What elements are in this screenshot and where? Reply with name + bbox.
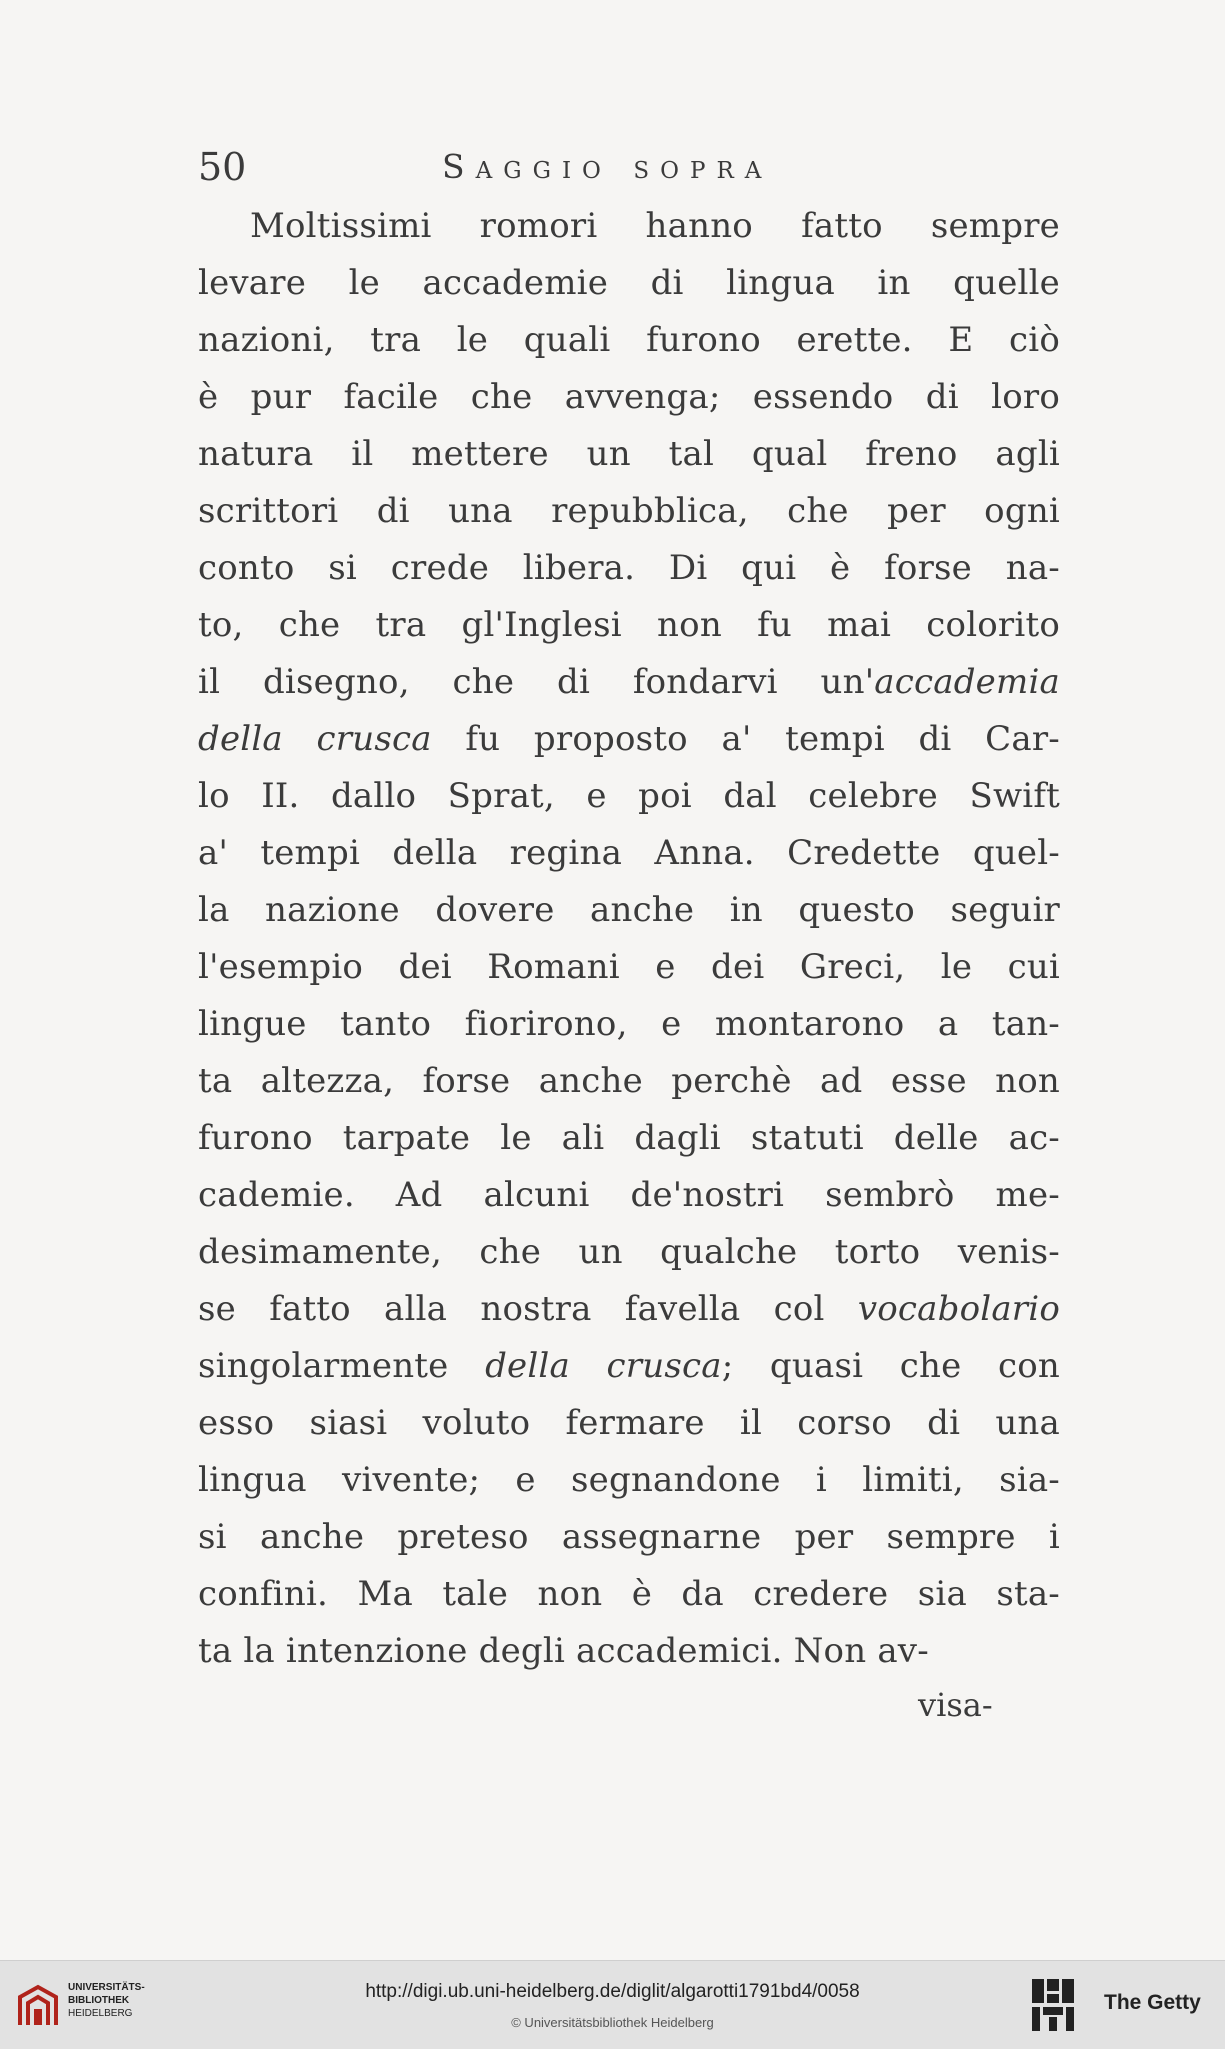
- viewer-footer: [0, 1960, 1225, 2049]
- text-line: [198, 540, 1060, 597]
- text-segment: la nazione dovere anche in questo seguir: [198, 890, 1060, 930]
- getty-logo-icon: [1030, 1977, 1076, 2033]
- text-line: [198, 255, 1060, 312]
- running-title: Saggio sopra: [442, 147, 773, 186]
- text-segment: scrittori di una repubblica, che per ogni: [198, 491, 1060, 531]
- text-segment: fu proposto a' tempi di Car-: [431, 719, 1060, 759]
- text-segment: lingua vivente; e segnandone i limiti, sia-: [198, 1460, 1060, 1500]
- text-line: [198, 1053, 1060, 1110]
- text-segment: ta la intenzione degli accademici. Non av-: [198, 1631, 929, 1671]
- text-line: [198, 198, 1060, 255]
- text-line: [198, 312, 1060, 369]
- text-segment: l'esempio dei Romani e dei Greci, le cui: [198, 947, 1060, 987]
- text-segment: singolarmente: [198, 1346, 486, 1386]
- text-line: [198, 996, 1060, 1053]
- text-segment: esso siasi voluto fermare il corso di una: [198, 1403, 1060, 1443]
- running-head: [198, 142, 1058, 192]
- text-line: [198, 483, 1060, 540]
- text-segment: to, che tra gl'Inglesi non fu mai colorito: [198, 605, 1060, 645]
- library-name: UNIVERSITÄTS- BIBLIOTHEK HEIDELBERG: [68, 1982, 145, 2019]
- text-segment: il disegno, che di fondarvi un': [198, 662, 875, 702]
- page-number: 50: [198, 145, 247, 189]
- text-line: [198, 1623, 1060, 1680]
- text-line: [198, 1338, 1060, 1395]
- text-line: [198, 597, 1060, 654]
- text-line: [198, 939, 1060, 996]
- text-line: [198, 1509, 1060, 1566]
- text-segment: ; quasi che con: [721, 1346, 1060, 1386]
- text-line: [198, 369, 1060, 426]
- text-segment: conto si crede libera. Di qui è forse na-: [198, 548, 1060, 588]
- catchword: visa-: [918, 1686, 993, 1724]
- text-segment: furono tarpate le ali dagli statuti delle ac-: [198, 1118, 1060, 1158]
- partner-name: The Getty: [1104, 1991, 1201, 2014]
- permalink-url[interactable]: http://digi.ub.uni-heidelberg.de/diglit/algarotti1791bd4/0058: [365, 1981, 860, 2002]
- text-line: [198, 882, 1060, 939]
- text-line: [198, 1281, 1060, 1338]
- text-segment: ta altezza, forse anche perchè ad esse non: [198, 1061, 1060, 1101]
- text-line: [198, 768, 1060, 825]
- italic-text: della crusca: [485, 1346, 722, 1386]
- text-segment: natura il mettere un tal qual freno agli: [198, 434, 1060, 474]
- text-segment: levare le accademie di lingua in quelle: [198, 263, 1060, 303]
- text-segment: Moltissimi romori hanno fatto sempre: [250, 206, 1060, 246]
- text-line: [198, 1167, 1060, 1224]
- text-segment: lo II. dallo Sprat, e poi dal celebre Swift: [198, 776, 1060, 816]
- text-segment: se fatto alla nostra favella col: [198, 1289, 858, 1329]
- text-line: [198, 711, 1060, 768]
- italic-text: accademia: [874, 662, 1060, 702]
- italic-text: della crusca: [198, 719, 432, 759]
- text-line: [198, 825, 1060, 882]
- italic-text: vocabolario: [857, 1289, 1060, 1329]
- text-segment: cademie. Ad alcuni de'nostri sembrò me-: [198, 1175, 1060, 1215]
- text-line: [198, 654, 1060, 711]
- text-segment: desimamente, che un qualche torto venis-: [198, 1232, 1060, 1272]
- text-segment: è pur facile che avvenga; essendo di loro: [198, 377, 1060, 417]
- copyright-notice: © Universitätsbibliothek Heidelberg: [511, 2015, 714, 2030]
- text-segment: si anche preteso assegnarne per sempre i: [198, 1517, 1060, 1557]
- text-segment: a' tempi della regina Anna. Credette quel-: [198, 833, 1060, 873]
- text-line: [198, 1566, 1060, 1623]
- text-line: [198, 1395, 1060, 1452]
- body-text: [198, 198, 1060, 1680]
- text-segment: confini. Ma tale non è da credere sia sta-: [198, 1574, 1060, 1614]
- text-line: [198, 1224, 1060, 1281]
- text-line: [198, 426, 1060, 483]
- text-segment: nazioni, tra le quali furono erette. E ciò: [198, 320, 1060, 360]
- text-line: [198, 1452, 1060, 1509]
- text-line: [198, 1110, 1060, 1167]
- text-segment: lingue tanto fiorirono, e montarono a tan-: [198, 1004, 1060, 1044]
